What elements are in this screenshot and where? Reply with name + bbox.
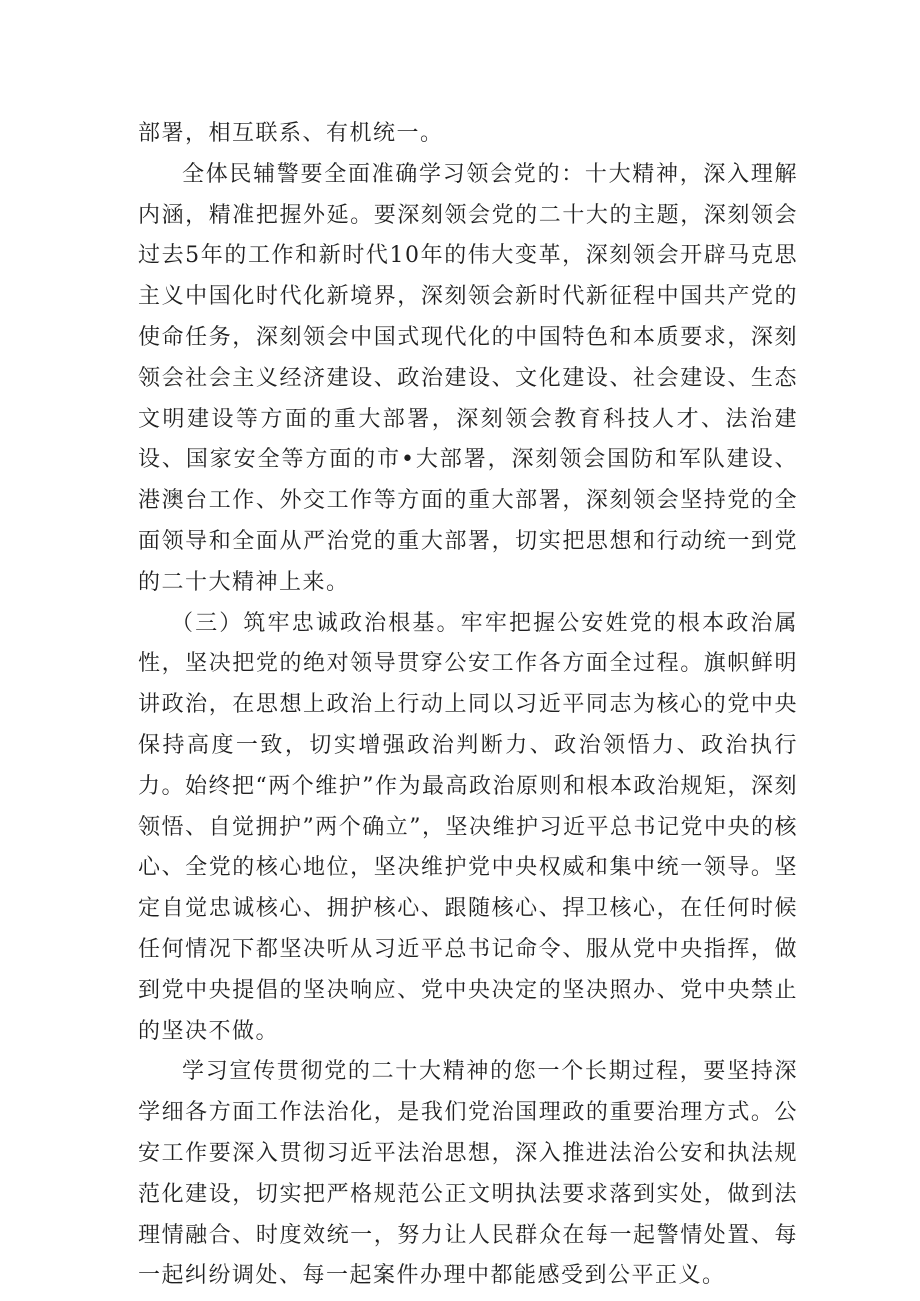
paragraph-rule-of-law: 学习宣传贯彻党的二十大精神的您一个长期过程，要坚持深学细各方面工作法治化，是我们党治国理政的重要治理方式。公安工作要深入贯彻习近平法治思想，深入推进法治公安和执法规范化建设，切实把严格规范公正文明执法要求落到实处，做到法理情融合、时度效统一，努力让人民群众在每一起警情处置、每一起纠纷调处、每一起案件办理中都能感受到公平正义。	[138, 1059, 798, 1289]
paragraph-political-foundation: （三）筑牢忠诚政治根基。牢牢把握公安姓党的根本政治属性，坚决把党的绝对领导贯穿公安工作各方面全过程。旗帜鲜明讲政治，在思想上政治上行动上同以习近平同志为核心的党中央保持高度一致，切实增强政治判断力、政治领悟力、政治执行力。始终把“两个维护”作为最高政治原则和根本政治规矩，深刻领悟、自觉拥护”两个确立”，坚决维护习近平总书记党中央的核心、全党的核心地位，坚决维护党中央权威和集中统一领导。坚定自觉忠诚核心、拥护核心、跟随核心、捍卫核心，在任何时候任何情况下都坚决听从习近平总书记命令、服从党中央指挥，做到党中央提倡的坚决响应、党中央决定的坚决照办、党中央禁止的坚决不做。	[138, 610, 798, 1044]
paragraph-study-spirit: 全体民辅警要全面准确学习领会党的：十大精神，深入理解内涵，精准把握外延。要深刻领会党的二十大的主题，深刻领会过去5年的工作和新时代10年的伟大变革，深刻领会开辟马克思主义中国化时代化新境界，深刻领会新时代新征程中国共产党的使命任务，深刻领会中国式现代化的中国特色和本质要求，深刻领会社会主义经济建设、政治建设、文化建设、社会建设、生态文明建设等方面的重大部署，深刻领会教育科技人才、法治建设、国家安全等方面的市•大部署，深刻领会国防和军队建设、港澳台工作、外交工作等方面的重大部署，深刻领会坚持党的全面领导和全面从严治党的重大部署，切实把思想和行动统一到党的二十大精神上来。	[138, 161, 798, 595]
paragraph-continuation: 部署，相互联系、有机统一。	[138, 121, 444, 146]
document-body	[138, 114, 798, 1297]
